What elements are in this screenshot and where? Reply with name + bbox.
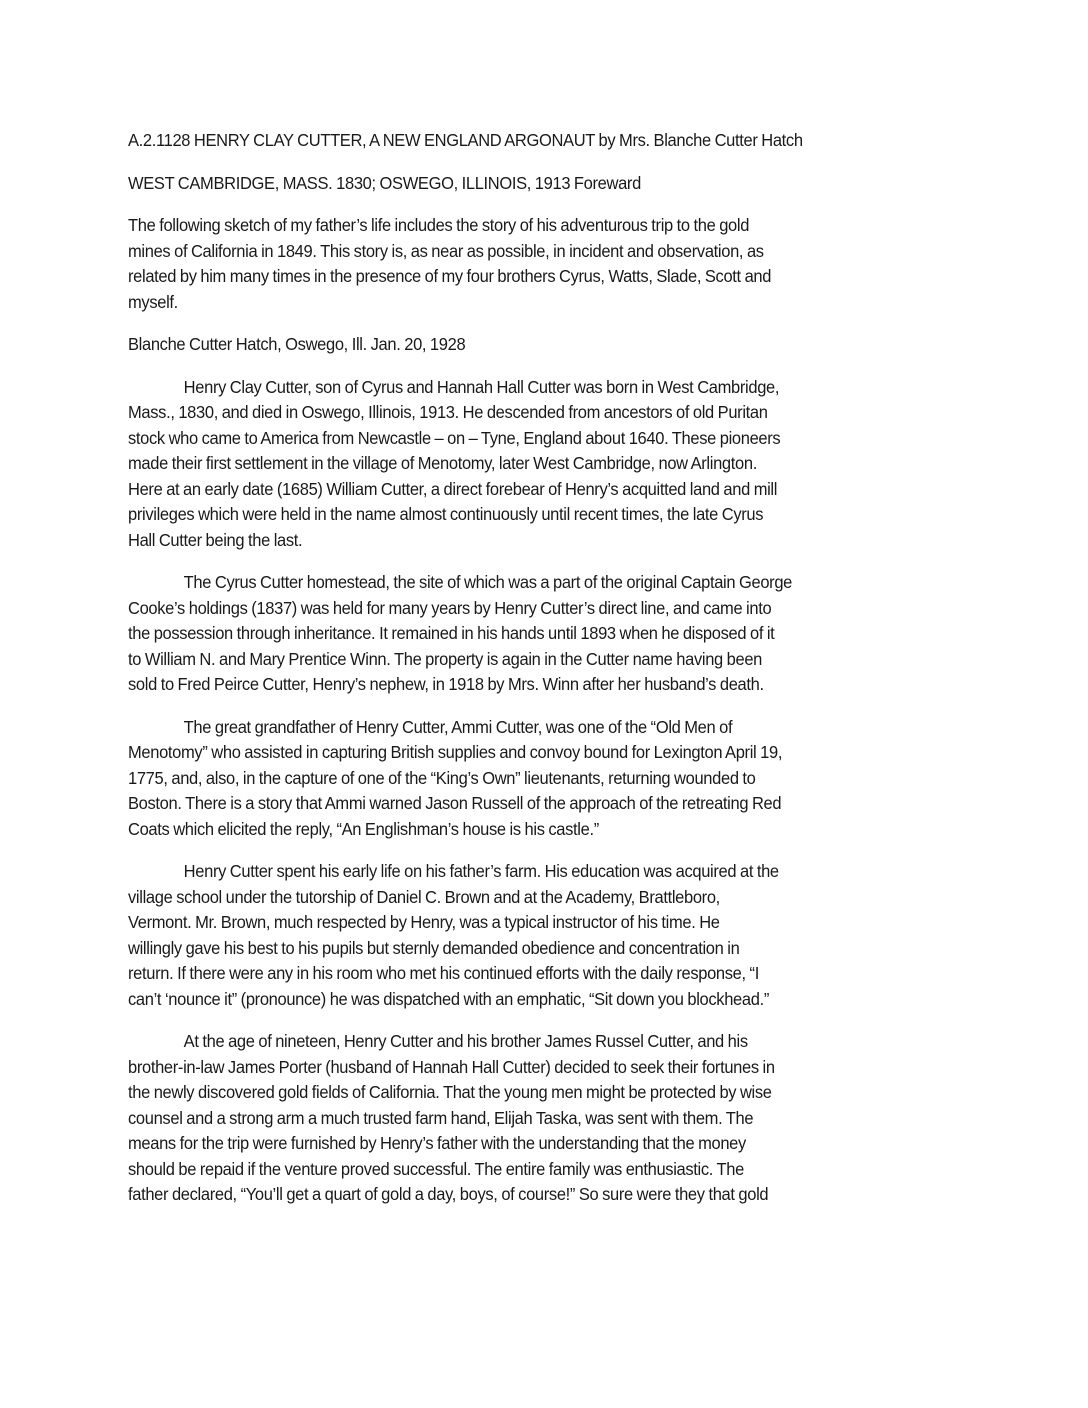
body-paragraph-education [128,859,925,1012]
paragraph-line: stock who came to America from Newcastle – on – Tyne, England about 1640. These pioneers [128,427,781,448]
paragraph-line: can’t ‘nounce it” (pronounce) he was dispatched with an emphatic, “Sit down you blockhead.” [128,988,769,1009]
foreword-line: mines of California in 1849. This story is, as near as possible, in incident and observation, as [128,240,764,261]
paragraph-line: Henry Cutter spent his early life on his father’s farm. His education was acquired at the [183,861,779,881]
foreword-line: The following sketch of my father’s life includes the story of his adventurous trip to the gold [128,215,750,235]
paragraph-line: brother-in-law James Porter (husband of Hannah Hall Cutter) decided to seek their fortunes in [128,1056,775,1077]
paragraph-line: Here at an early date (1685) William Cutter, a direct forebear of Henry’s acquitted land and mill [128,478,778,499]
body-paragraph-great-grandfather [128,715,925,843]
foreword-line: related by him many times in the presence of my four brothers Cyrus, Watts, Slade, Scott and [128,266,772,286]
paragraph-line: should be repaid if the venture proved successful. The entire family was enthusiastic. The [128,1158,744,1179]
paragraph-line: Hall Cutter being the last. [128,529,303,550]
paragraph-line: return. If there were any in his room who met his continued efforts with the daily response, “I [128,963,759,983]
foreword-line: myself. [128,291,178,312]
document-subtitle: WEST CAMBRIDGE, MASS. 1830; OSWEGO, ILLINOIS, 1913 Foreward [128,172,641,193]
paragraph-line: the newly discovered gold fields of California. That the young men might be protected by wise [128,1082,772,1102]
paragraph-line: the possession through inheritance. It remained in his hands until 1893 when he disposed of it [128,623,775,643]
paragraph-line: privileges which were held in the name almost continuously until recent times, the late Cyrus [128,504,764,524]
paragraph-line: 1775, and, also, in the capture of one of the “King’s Own” lieutenants, returning wounded to [128,767,756,788]
paragraph-line: At the age of nineteen, Henry Cutter and his brother James Russel Cutter, and his [183,1031,748,1051]
foreword-paragraph [128,213,925,315]
paragraph-line: Vermont. Mr. Brown, much respected by Henry, was a typical instructor of his time. He [128,912,720,932]
paragraph-line: made their first settlement in the village of Menotomy, later West Cambridge, now Arlington. [128,453,757,473]
signature-paragraph [128,332,925,358]
paragraph-line: sold to Fred Peirce Cutter, Henry’s nephew, in 1918 by Mrs. Winn after her husband’s death. [128,674,764,694]
paragraph-line: Menotomy” who assisted in capturing British supplies and convoy bound for Lexington April 19, [128,742,783,762]
paragraph-line: Cooke’s holdings (1837) was held for many years by Henry Cutter’s direct line, and came into [128,597,772,618]
paragraph-line: Henry Clay Cutter, son of Cyrus and Hannah Hall Cutter was born in West Cambridge, [183,376,780,397]
signature-line: Blanche Cutter Hatch, Oswego, Ill. Jan. 20, 1928 [128,334,466,354]
paragraph-line: Boston. There is a story that Ammi warned Jason Russell of the approach of the retreating Red [128,793,782,813]
paragraph-line: Mass., 1830, and died in Oswego, Illinois, 1913. He descended from ancestors of old Puritan [128,402,768,422]
body-paragraph-homestead [128,570,925,698]
body-paragraph-ancestry [128,375,925,554]
body-paragraph-gold-rush [128,1029,925,1208]
paragraph-line: counsel and a strong arm a much trusted farm hand, Elijah Taska, was sent with them. The [128,1107,754,1128]
paragraph-line: The Cyrus Cutter homestead, the site of which was a part of the original Captain George [183,572,793,592]
paragraph-line: to William N. and Mary Prentice Winn. The property is again in the Cutter name having been [128,648,763,669]
paragraph-line: father declared, “You’ll get a quart of gold a day, boys, of course!” So sure were they that gold [128,1184,769,1204]
paragraph-line: means for the trip were furnished by Henry’s father with the understanding that the money [128,1133,746,1153]
paragraph-line: The great grandfather of Henry Cutter, Ammi Cutter, was one of the “Old Men of [183,716,733,737]
paragraph-line: Coats which elicited the reply, “An Englishman’s house is his castle.” [128,818,599,839]
document-title: A.2.1128 HENRY CLAY CUTTER, A NEW ENGLAND ARGONAUT by Mrs. Blanche Cutter Hatch [128,130,803,150]
paragraph-line: willingly gave his best to his pupils but sternly demanded obedience and concentration in [128,937,740,958]
paragraph-line: village school under the tutorship of Daniel C. Brown and at the Academy, Brattleboro, [128,886,720,907]
document-page [128,128,925,1225]
